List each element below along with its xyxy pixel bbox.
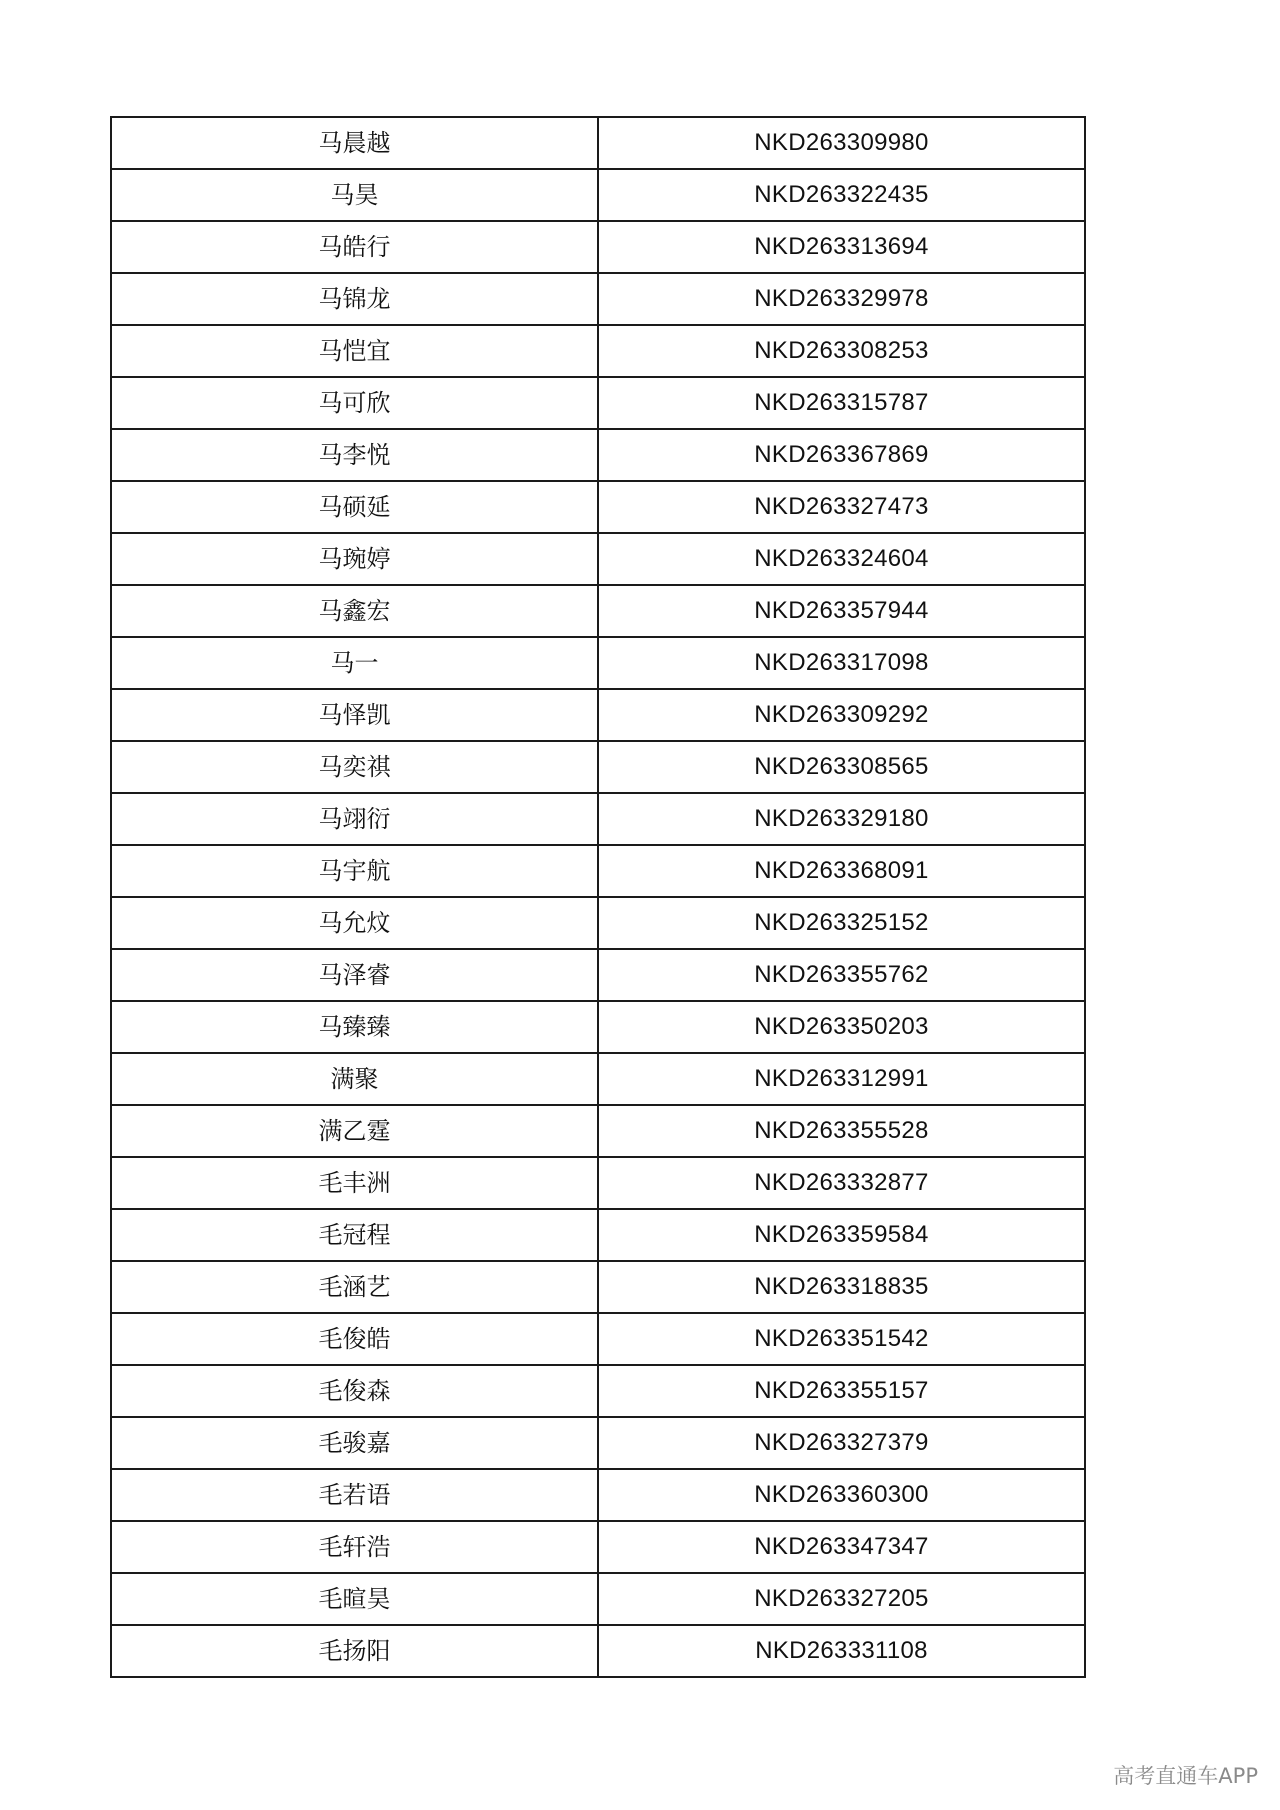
id-cell: NKD263327205 [598,1573,1085,1625]
table-row [111,637,1085,689]
table-row [111,325,1085,377]
table-row [111,741,1085,793]
table-row [111,1365,1085,1417]
name-cell: 马恺宜 [111,325,598,377]
table-row [111,1209,1085,1261]
name-cell: 毛扬阳 [111,1625,598,1677]
table-row [111,169,1085,221]
id-cell: NKD263332877 [598,1157,1085,1209]
roster-table [110,116,1086,1678]
table-row [111,273,1085,325]
id-cell: NKD263367869 [598,429,1085,481]
name-cell: 毛冠程 [111,1209,598,1261]
name-cell: 马怿凯 [111,689,598,741]
table-row [111,897,1085,949]
name-cell: 毛骏嘉 [111,1417,598,1469]
table-row [111,1157,1085,1209]
name-cell: 毛俊森 [111,1365,598,1417]
id-cell: NKD263308253 [598,325,1085,377]
name-cell: 毛轩浩 [111,1521,598,1573]
name-cell: 马鑫宏 [111,585,598,637]
id-cell: NKD263329978 [598,273,1085,325]
table-row [111,117,1085,169]
id-cell: NKD263308565 [598,741,1085,793]
name-cell: 马晨越 [111,117,598,169]
id-cell: NKD263329180 [598,793,1085,845]
name-cell: 马锦龙 [111,273,598,325]
table-row [111,793,1085,845]
name-cell: 满乙霆 [111,1105,598,1157]
table-row [111,1469,1085,1521]
name-cell: 马琬婷 [111,533,598,585]
id-cell: NKD263324604 [598,533,1085,585]
name-cell: 马臻臻 [111,1001,598,1053]
table-row [111,689,1085,741]
name-cell: 毛俊皓 [111,1313,598,1365]
id-cell: NKD263355762 [598,949,1085,1001]
name-cell: 马宇航 [111,845,598,897]
id-cell: NKD263350203 [598,1001,1085,1053]
name-cell: 毛涵艺 [111,1261,598,1313]
table-row [111,1313,1085,1365]
table-row [111,481,1085,533]
name-cell: 马昊 [111,169,598,221]
roster-body [111,117,1085,1677]
id-cell: NKD263315787 [598,377,1085,429]
id-cell: NKD263331108 [598,1625,1085,1677]
table-row [111,1521,1085,1573]
table-row [111,221,1085,273]
table-row [111,429,1085,481]
table-row [111,1625,1085,1677]
id-cell: NKD263309980 [598,117,1085,169]
id-cell: NKD263318835 [598,1261,1085,1313]
name-cell: 马可欣 [111,377,598,429]
table-row [111,585,1085,637]
id-cell: NKD263327473 [598,481,1085,533]
table-row [111,1261,1085,1313]
id-cell: NKD263360300 [598,1469,1085,1521]
id-cell: NKD263368091 [598,845,1085,897]
table-row [111,533,1085,585]
name-cell: 马允炆 [111,897,598,949]
name-cell: 马皓行 [111,221,598,273]
name-cell: 满聚 [111,1053,598,1105]
table-row [111,1417,1085,1469]
name-cell: 毛若语 [111,1469,598,1521]
id-cell: NKD263322435 [598,169,1085,221]
table-row [111,1001,1085,1053]
watermark-text: 高考直通车APP [1113,1764,1258,1788]
id-cell: NKD263313694 [598,221,1085,273]
id-cell: NKD263357944 [598,585,1085,637]
table-row [111,1105,1085,1157]
name-cell: 马泽睿 [111,949,598,1001]
id-cell: NKD263312991 [598,1053,1085,1105]
table-row [111,845,1085,897]
table-row [111,949,1085,1001]
name-cell: 马翊衍 [111,793,598,845]
table-row [111,1053,1085,1105]
id-cell: NKD263309292 [598,689,1085,741]
name-cell: 马一 [111,637,598,689]
id-cell: NKD263359584 [598,1209,1085,1261]
id-cell: NKD263351542 [598,1313,1085,1365]
name-cell: 毛丰洲 [111,1157,598,1209]
id-cell: NKD263327379 [598,1417,1085,1469]
table-row [111,377,1085,429]
id-cell: NKD263325152 [598,897,1085,949]
id-cell: NKD263355528 [598,1105,1085,1157]
id-cell: NKD263355157 [598,1365,1085,1417]
name-cell: 马李悦 [111,429,598,481]
id-cell: NKD263347347 [598,1521,1085,1573]
name-cell: 马硕延 [111,481,598,533]
id-cell: NKD263317098 [598,637,1085,689]
name-cell: 马奕祺 [111,741,598,793]
name-cell: 毛暄昊 [111,1573,598,1625]
table-row [111,1573,1085,1625]
